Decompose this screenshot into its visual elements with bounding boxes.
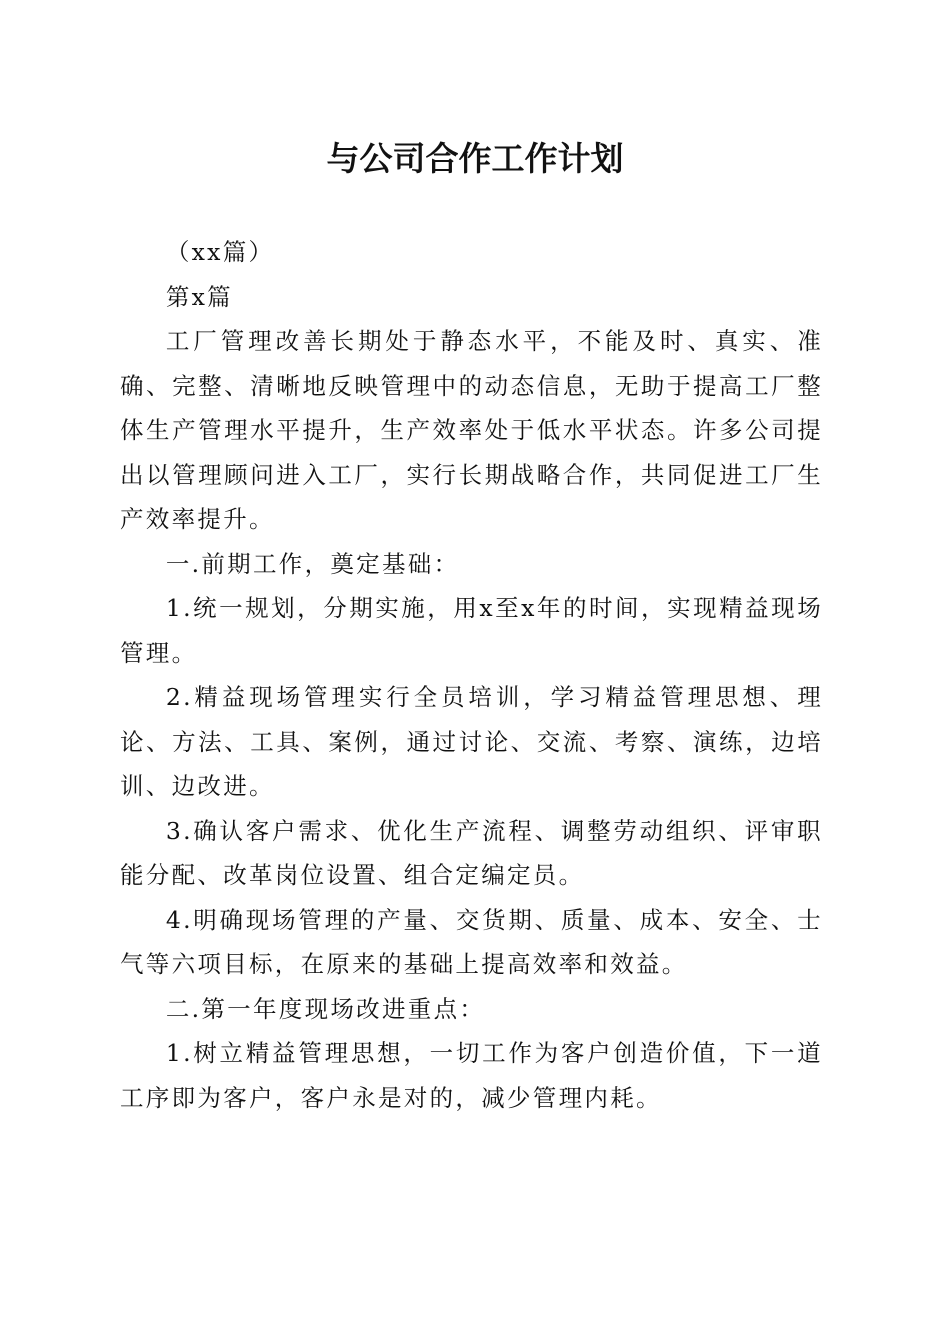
paragraph-section: 第x篇 [165, 282, 233, 311]
paragraph-intro: 工厂管理改善长期处于静态水平，不能及时、真实、准确、完整、清晰地反映管理中的动态信息，无助于提高工厂整体生产管理水平提升，生产效率处于低水平状态。许多公司提出以管理顾问进入工厂，实行长期战略合作，共同促进工厂生产效率提升。 [120, 327, 823, 533]
paragraph-item: 1.树立精益管理思想，一切工作为客户创造价值，下一道工序即为客户，客户永是对的，减少管理内耗。 [120, 1039, 823, 1112]
heading-part-one: 一.前期工作，奠定基础： [165, 549, 460, 578]
paragraph-item: 2.精益现场管理实行全员培训，学习精益管理思想、理论、方法、工具、案例，通过讨论、交流、考察、演练，边培训、边改进。 [120, 683, 823, 800]
paragraph-item: 3.确认客户需求、优化生产流程、调整劳动组织、评审职能分配、改革岗位设置、组合定编定员。 [120, 816, 823, 889]
document-title: 与公司合作工作计划 [326, 139, 624, 178]
paragraph-item: 1.统一规划，分期实施，用x至x年的时间，实现精益现场管理。 [120, 594, 823, 667]
paragraph-item: 4.明确现场管理的产量、交货期、质量、成本、安全、士气等六项目标，在原来的基础上提高效率和效益。 [120, 905, 823, 978]
document-body [120, 230, 823, 1120]
paragraph-volume: （xx篇） [165, 238, 275, 266]
heading-part-two: 二.第一年度现场改进重点： [165, 994, 486, 1023]
